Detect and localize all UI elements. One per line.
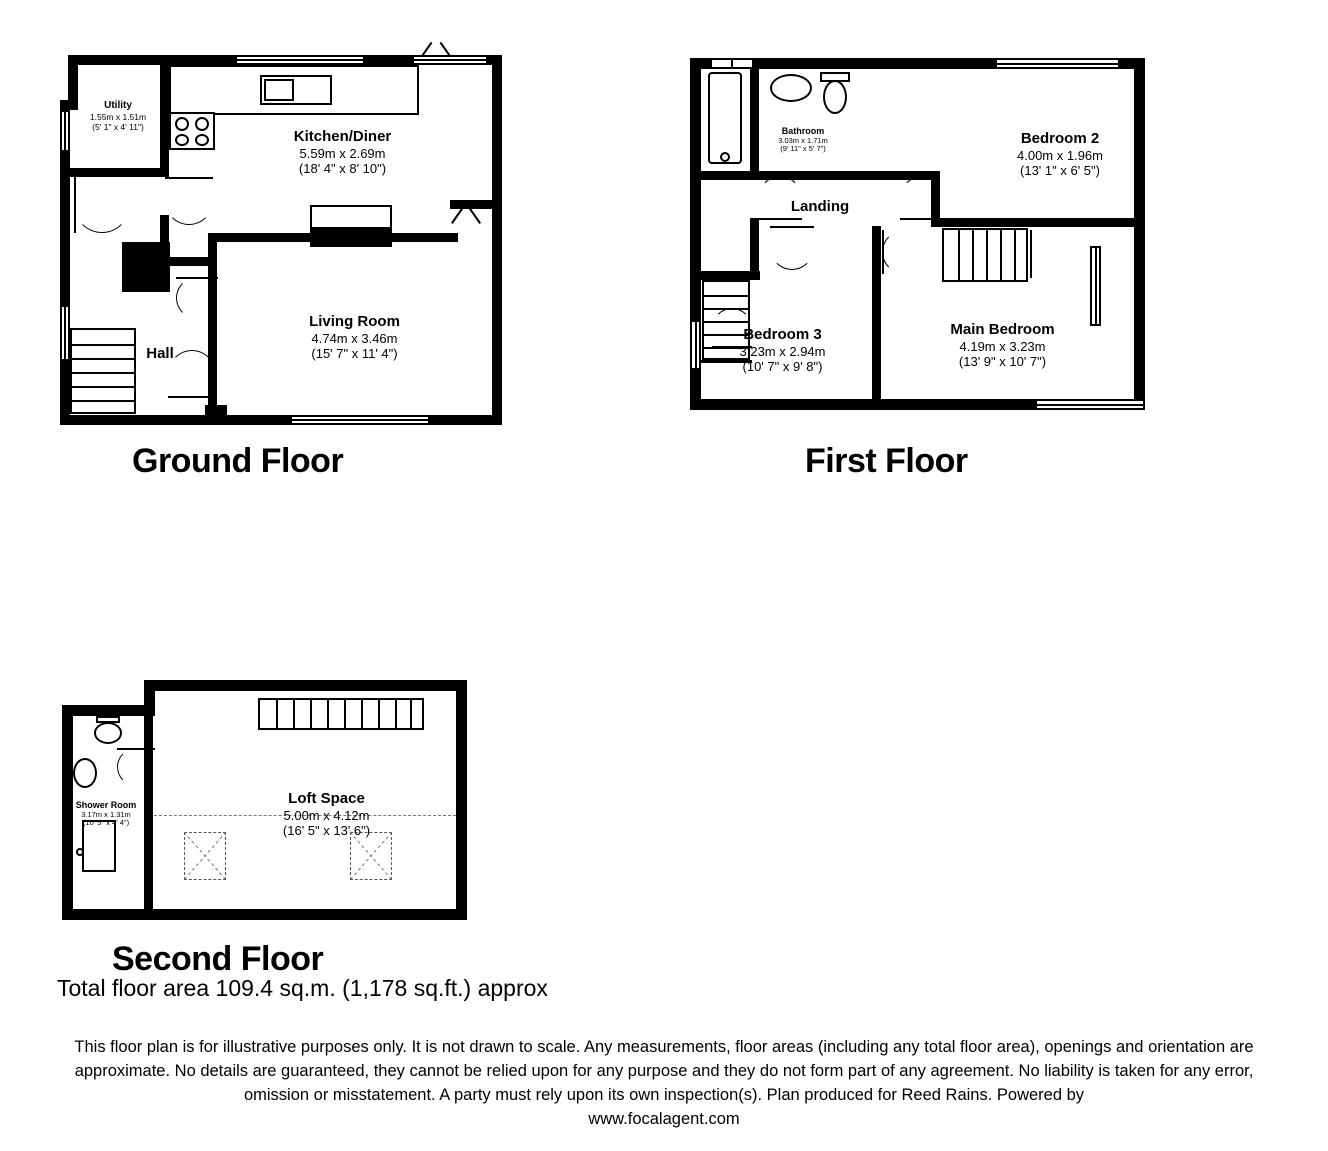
bedroom3-name: Bedroom 3 <box>743 326 822 343</box>
shower-room-door-leaf <box>117 748 155 750</box>
first-wall-right <box>1134 58 1145 410</box>
first-floor-title: First Floor <box>805 442 968 480</box>
bathroom-imperial: (9' 11" x 5' 7") <box>780 144 826 154</box>
hall-front-door-arc <box>165 177 213 225</box>
main-bedroom-window-bottom <box>1035 399 1145 410</box>
main-bedroom-metric: 4.19m x 3.23m <box>959 338 1046 354</box>
bedroom3-imperial: (10' 7" x 9' 8") <box>742 359 823 375</box>
loft-space-name: Loft Space <box>288 790 365 807</box>
main-bedroom-window-right <box>1090 246 1101 326</box>
shower-basin <box>73 758 97 788</box>
kitchen-island-fill <box>310 227 392 247</box>
shower-room-imperial: (10' 5" x 4' 4") <box>82 818 130 828</box>
kitchen-diner-name: Kitchen/Diner <box>293 128 392 145</box>
bedroom2-imperial: (13' 1" x 6' 5") <box>1020 163 1100 179</box>
ground-floor-plan <box>60 55 510 440</box>
hob-ring-4 <box>195 134 209 146</box>
ground-wall-left-upper <box>68 55 78 105</box>
wc-pan <box>823 80 847 114</box>
living-room-wall-right-stub <box>450 200 502 209</box>
bathroom-metric: 3.03m x 1.71m <box>778 135 828 145</box>
shower-room-metric: 3.17m x 1.31m <box>81 809 131 819</box>
total-floor-area: Total floor area 109.4 sq.m. (1,178 sq.ft.) approx <box>57 975 548 1001</box>
second-floor-title: Second Floor <box>112 940 324 978</box>
shower-room-name: Shower Room <box>75 800 137 810</box>
main-bedroom-door-leaf <box>882 230 884 274</box>
utility-imperial: (5' 1" x 4' 11") <box>92 121 144 132</box>
kitchen-window-top <box>235 55 365 65</box>
living-room-window-bottom <box>290 415 430 425</box>
second-wall-right <box>456 680 467 920</box>
bedroom2-label <box>955 130 1165 178</box>
main-bedroom-name: Main Bedroom <box>950 321 1055 338</box>
loft-hatch-right-cross <box>350 832 392 880</box>
patio-door-swing-1 <box>422 42 433 56</box>
kitchen-diner-metric: 5.59m x 2.69m <box>299 145 386 161</box>
shower-room-door-arc <box>117 748 155 786</box>
first-floor-stairs-up <box>942 228 1028 282</box>
living-room-metric: 4.74m x 3.46m <box>311 330 398 346</box>
wash-basin <box>770 74 812 102</box>
landing-door-leaf <box>770 226 814 228</box>
disclaimer-line-3: liability is taken for any error, omission or misstatement. A party must rely upon its own inspection(s). Plan produced for Reed Rains. Powered by <box>243 1061 1254 1104</box>
bath-tap <box>720 152 730 162</box>
main-bedroom-door-arc <box>882 230 926 274</box>
loft-space-label <box>234 790 419 838</box>
hall-rear-door-arc <box>176 277 218 319</box>
bedroom2-divider <box>1042 218 1145 227</box>
utility-metric: 1.55m x 1.51m <box>89 111 147 122</box>
bathroom-label <box>748 126 858 154</box>
hall-bottom-stub <box>205 405 227 417</box>
landing-label <box>755 198 885 216</box>
patio-door-swing-2 <box>440 42 451 56</box>
kitchen-side-door-swing-2 <box>469 208 481 224</box>
loft-hatch-left-cross <box>184 832 226 880</box>
landing-name: Landing <box>790 198 850 215</box>
kitchen-side-door-swing-1 <box>451 208 463 224</box>
kitchen-sink-basin <box>264 79 294 101</box>
kitchen-patio-door <box>412 55 488 65</box>
bedroom2-metric: 4.00m x 1.96m <box>1017 147 1103 163</box>
bathroom-name: Bathroom <box>781 126 825 136</box>
utility-label <box>68 100 168 132</box>
kitchen-diner-imperial: (18' 4" x 8' 10") <box>298 161 387 177</box>
bedroom3-label <box>690 326 875 374</box>
living-room-door-leaf <box>168 396 216 398</box>
hall-rear-door-leaf <box>176 277 218 279</box>
utility-wall-bottom-stub <box>68 168 94 177</box>
shower-wc-pan <box>94 722 122 744</box>
disclaimer-line-1: This floor plan is for illustrative purposes only. It is not drawn to scale. Any measurements, floor areas (including any total floor area), openings and <box>74 1038 1144 1056</box>
main-bedroom-label <box>890 321 1115 369</box>
kitchen-diner-label <box>230 128 455 176</box>
bathroom-door-leaf <box>758 218 802 220</box>
bedroom3-metric: 3.23m x 2.94m <box>739 343 826 359</box>
kitchen-hob <box>169 112 215 150</box>
utility-door-leaf <box>74 177 76 233</box>
second-floor-stairs <box>258 698 424 730</box>
hall-name: Hall <box>146 345 174 362</box>
bedroom2-window-top <box>995 58 1120 69</box>
hob-ring-1 <box>175 117 189 131</box>
loft-space-imperial: (16' 5" x 13' 6") <box>282 823 371 839</box>
hall-door-leaf-1 <box>165 177 213 179</box>
ground-wall-right <box>492 55 502 425</box>
bath-tub <box>708 72 742 164</box>
bedroom2-door-leaf <box>900 218 944 220</box>
bathroom-window-top-left <box>710 58 754 69</box>
ground-wall-bottom <box>60 415 502 425</box>
disclaimer-line-2: orientation are approximate. No details are guaranteed, they cannot be relied upon for any purpose and they do not form part of any agreement. No <box>74 1038 1254 1080</box>
hall-window-left <box>60 305 70 361</box>
landing-door-arc <box>770 226 814 270</box>
second-wall-left-notch <box>62 705 155 716</box>
disclaimer-url[interactable]: www.focalagent.com <box>588 1109 740 1128</box>
living-room-label <box>242 313 467 361</box>
second-floor-plan <box>62 680 467 920</box>
ground-stairs <box>70 328 136 414</box>
hall-label <box>110 345 210 363</box>
main-bedroom-wall-left <box>872 226 881 410</box>
second-wall-top <box>144 680 467 691</box>
first-floor-plan <box>690 58 1145 418</box>
shower-waste <box>76 848 84 856</box>
bedroom3-wall-top <box>690 271 760 280</box>
bedroom2-name: Bedroom 2 <box>1020 130 1100 147</box>
main-bedroom-imperial: (13' 9" x 10' 7") <box>958 354 1047 370</box>
disclaimer <box>50 1036 1278 1132</box>
landing-wall-right2 <box>931 218 1051 227</box>
bathroom-wall-bottom <box>690 171 759 180</box>
living-room-name: Living Room <box>309 313 400 330</box>
shower-wc-cistern <box>96 716 120 723</box>
second-wall-bottom <box>62 909 467 920</box>
living-room-imperial: (15' 7" x 11' 4") <box>311 346 398 362</box>
hob-ring-3 <box>175 134 189 146</box>
stairs-up-arrow <box>1030 230 1032 278</box>
shower-room-label <box>62 800 150 828</box>
bathroom-wall-right <box>750 58 759 180</box>
bedroom2-door-arc <box>900 176 944 220</box>
loft-space-metric: 5.00m x 4.12m <box>283 807 370 823</box>
chimney-breast <box>122 242 170 292</box>
utility-name: Utility <box>104 100 132 111</box>
utility-door-arc <box>74 177 130 233</box>
hob-ring-2 <box>195 117 209 131</box>
ground-floor-title: Ground Floor <box>132 442 344 480</box>
